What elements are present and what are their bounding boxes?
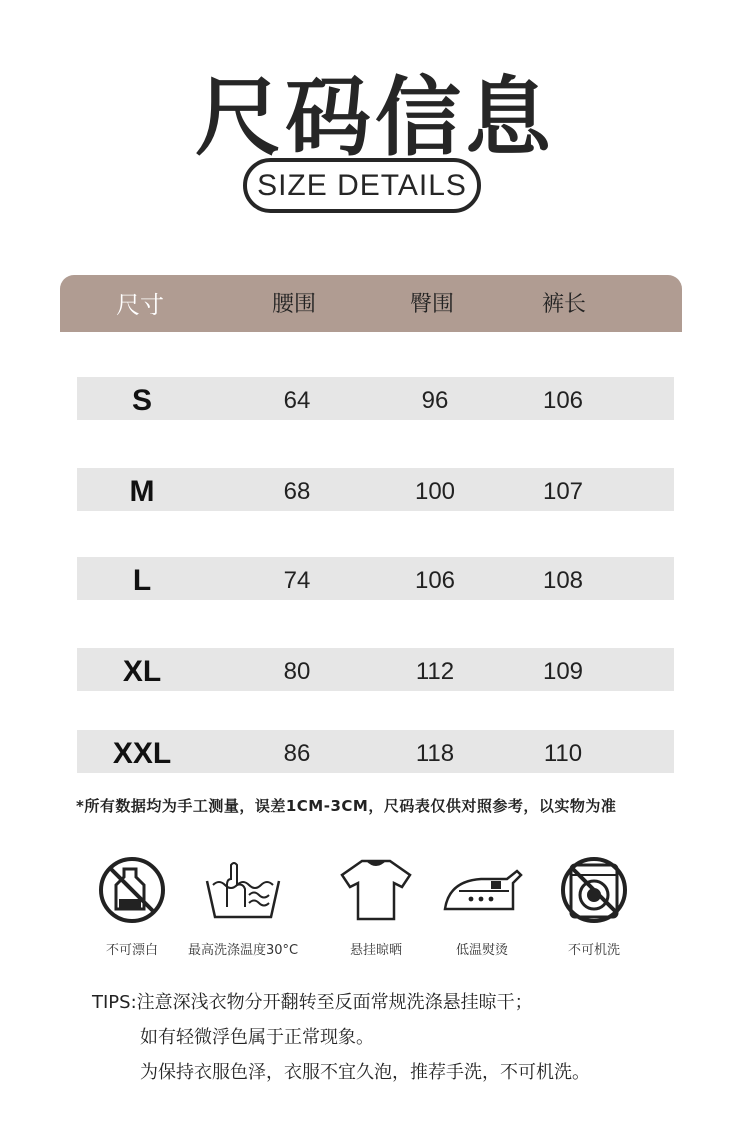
table-row (77, 468, 674, 511)
table-row (77, 648, 674, 691)
care-label: 不可机洗 (567, 943, 620, 958)
size-cell: XL (122, 655, 162, 688)
care-label: 低温熨烫 (455, 943, 508, 958)
care-item (534, 855, 654, 958)
hip-cell: 100 (414, 478, 456, 505)
length-cell: 106 (542, 387, 584, 414)
waist-cell: 86 (283, 740, 311, 767)
size-cell: L (132, 564, 152, 597)
no-bleach-icon (72, 855, 192, 925)
measurement-note: *所有数据均为手工测量，误差1CM-3CM，尺码表仅供对照参考，以实物为准 (76, 797, 617, 815)
page-title: 尺码信息 (195, 68, 555, 168)
column-header-waist: 腰围 (272, 292, 317, 317)
column-header-length: 裤长 (542, 292, 587, 317)
low-iron-icon (422, 855, 542, 925)
waist-cell: 80 (283, 658, 311, 685)
waist-cell: 64 (283, 387, 311, 414)
care-item (316, 855, 436, 958)
waist-cell: 74 (283, 567, 311, 594)
size-cell: M (129, 475, 155, 508)
care-item (72, 855, 192, 958)
tips-line: TIPS:注意深浅衣物分开翻转至反面常规洗涤悬挂晾干； (92, 992, 533, 1013)
care-label: 不可漂白 (105, 943, 158, 958)
hip-cell: 118 (415, 740, 455, 767)
length-cell: 109 (542, 658, 584, 685)
hip-cell: 96 (421, 387, 449, 414)
care-label: 最高洗涤温度30°C (187, 943, 299, 958)
tips-block (92, 985, 590, 1090)
size-table-header (60, 275, 682, 332)
table-row (77, 377, 674, 420)
size-cell: S (131, 384, 152, 417)
waist-cell: 68 (283, 478, 311, 505)
care-label: 悬挂晾晒 (349, 943, 402, 958)
page-subtitle-badge: SIZE DETAILS (243, 158, 481, 213)
column-header-size: 尺寸 (116, 291, 164, 319)
length-cell: 110 (543, 740, 583, 767)
wash-temperature-icon (183, 855, 303, 925)
tips-line: 如有轻微浮色属于正常现象。 (140, 1027, 374, 1048)
tips-line: 为保持衣服色泽，衣服不宜久泡，推荐手洗，不可机洗。 (140, 1062, 590, 1083)
hip-cell: 112 (415, 658, 455, 685)
care-item (183, 855, 303, 958)
length-cell: 108 (542, 567, 584, 594)
hip-cell: 106 (414, 567, 456, 594)
length-cell: 107 (542, 478, 584, 505)
column-header-hip: 臀围 (410, 292, 455, 317)
table-row (77, 730, 674, 773)
care-item (422, 855, 542, 958)
size-cell: XXL (112, 737, 172, 770)
hang-dry-icon (316, 855, 436, 925)
table-row (77, 557, 674, 600)
no-machine-wash-icon (534, 855, 654, 925)
